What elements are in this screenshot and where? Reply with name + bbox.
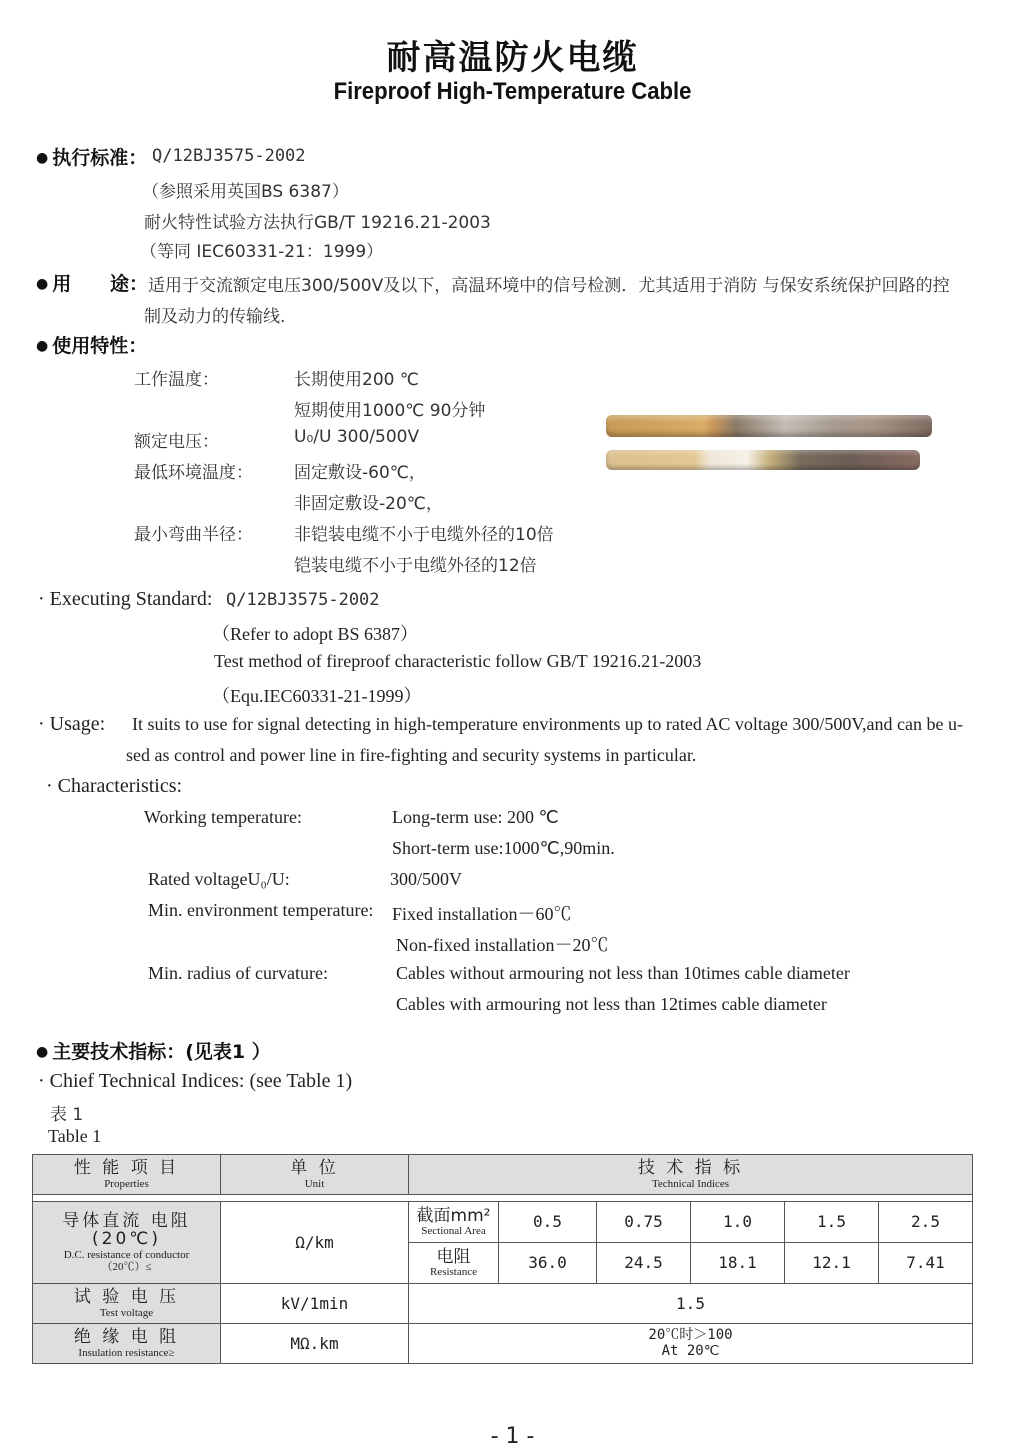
area-label-en: Sectional Area xyxy=(421,1225,486,1238)
en-voltage-value: 300/500V xyxy=(390,869,462,889)
test-voltage-label-cn: 试 验 电 压 xyxy=(73,1287,180,1308)
en-radius-1: Cables without armouring not less than 10times cable diameter xyxy=(396,963,850,983)
table-caption-en: Table 1 xyxy=(48,1126,102,1146)
en-radius-label: Min. radius of curvature: xyxy=(148,963,328,983)
resistance-value: 12.1 xyxy=(785,1243,879,1284)
cn-usage-line-2: 制及动力的传输线. xyxy=(144,307,286,327)
en-indices-heading: · Chief Technical Indices: (see Table 1) xyxy=(38,1070,353,1092)
insulation-label-cn: 绝 缘 电 阻 xyxy=(73,1327,180,1348)
header-unit-cn: 单 位 xyxy=(290,1158,339,1179)
insulation-unit: MΩ.km xyxy=(221,1324,409,1364)
area-label xyxy=(409,1202,499,1243)
spacer-cell xyxy=(33,1195,973,1202)
en-min-env-label: Min. environment temperature: xyxy=(148,900,374,920)
header-properties xyxy=(33,1155,221,1195)
cn-min-env-1: 固定敷设-60℃， xyxy=(294,463,426,483)
dc-unit: Ω/km xyxy=(221,1202,409,1284)
cn-bend-1: 非铠装电缆不小于电缆外径的10倍 xyxy=(294,525,554,545)
cn-standard-equ: （等同 IEC60331-21：1999） xyxy=(140,242,384,262)
page-number: - 1 - xyxy=(490,1424,535,1449)
en-standard-ref: （Refer to adopt BS 6387） xyxy=(212,624,418,644)
page-title-en: Fireproof High-Temperature Cable xyxy=(333,78,692,105)
cn-bend-label: 最小弯曲半径： xyxy=(134,525,253,545)
en-standard-equ: （Equ.IEC60331-21-1999） xyxy=(212,686,422,706)
test-voltage-unit: kV/1min xyxy=(221,1284,409,1324)
en-voltage-label: Rated voltageU₀/U: xyxy=(148,869,290,889)
insulation-label xyxy=(33,1324,221,1364)
en-min-env-1: Fixed installation－60℃ xyxy=(392,904,572,924)
test-voltage-label xyxy=(33,1284,221,1324)
cn-voltage-label: 额定电压： xyxy=(134,432,219,452)
table-caption-cn: 表 1 xyxy=(50,1105,84,1125)
en-usage-line-1: It suits to use for signal detecting in high-temperature environments up to rated AC voltage 300/500V,and can be u- xyxy=(132,714,963,734)
resistance-value: 18.1 xyxy=(691,1243,785,1284)
page-title-cn: 耐高温防火电缆 xyxy=(386,38,639,78)
technical-indices-table xyxy=(32,1154,973,1364)
resistance-label-cn: 电阻 xyxy=(436,1246,471,1267)
test-voltage-row xyxy=(33,1284,973,1324)
en-char-label: · Characteristics: xyxy=(46,775,183,797)
area-value: 0.5 xyxy=(499,1202,597,1243)
cn-voltage-value: U₀/U 300/500V xyxy=(294,427,420,447)
header-unit-en: Unit xyxy=(304,1177,325,1190)
en-standard-test-method: Test method of fireproof characteristic follow GB/T 19216.21-2003 xyxy=(214,651,702,671)
test-voltage-label-en: Test voltage xyxy=(99,1306,154,1319)
table-spacer xyxy=(33,1195,973,1202)
resistance-value: 7.41 xyxy=(879,1243,973,1284)
area-value: 1.0 xyxy=(691,1202,785,1243)
en-min-env-2: Non-fixed installation－20℃ xyxy=(396,935,609,955)
resistance-value: 24.5 xyxy=(597,1243,691,1284)
en-work-temp-1: Long-term use: 200 ℃ xyxy=(392,807,559,827)
dc-label-cn-1: 导体直流 电阻 xyxy=(62,1210,191,1231)
insulation-value-2: At 20℃ xyxy=(661,1342,720,1359)
test-voltage-value: 1.5 xyxy=(409,1284,973,1324)
header-properties-en: Properties xyxy=(104,1177,149,1190)
cable-photo-2 xyxy=(606,450,920,470)
cn-work-temp-2: 短期使用1000℃ 90分钟 xyxy=(294,401,486,421)
en-usage-line-2: sed as control and power line in fire-fighting and security systems in particular. xyxy=(126,745,697,765)
table-header-row xyxy=(33,1155,973,1195)
cn-standard-label: ● 执行标准： xyxy=(36,143,147,170)
dc-area-row xyxy=(33,1202,973,1243)
area-value: 2.5 xyxy=(879,1202,973,1243)
area-label-cn: 截面mm² xyxy=(416,1205,491,1226)
cn-indices-heading: ● 主要技术指标：(见表1 ） xyxy=(36,1037,271,1064)
cn-standard-ref: （参照采用英国BS 6387） xyxy=(142,182,349,202)
cn-char-label: ● 使用特性： xyxy=(36,331,147,358)
resistance-label xyxy=(409,1243,499,1284)
insulation-value-1: 20℃时＞100 xyxy=(648,1327,733,1344)
cn-usage-label-2: 途： xyxy=(110,273,149,295)
insulation-value xyxy=(409,1324,973,1364)
header-unit xyxy=(221,1155,409,1195)
cn-standard-test-method: 耐火特性试验方法执行GB/T 19216.21-2003 xyxy=(144,213,491,233)
cn-usage-line-1: 适用于交流额定电压300/500V及以下，高温环境中的信号检测．尤其适用于消防 与保安系统保护回路的控 xyxy=(148,276,950,296)
en-usage-label: · Usage: xyxy=(38,713,106,735)
cable-photo-1 xyxy=(606,415,932,437)
en-standard-label: · Executing Standard: xyxy=(38,588,213,610)
dc-label-cn-2: (20℃) xyxy=(92,1229,161,1250)
dc-resistance-label xyxy=(33,1202,221,1284)
header-indices xyxy=(409,1155,973,1195)
insulation-row xyxy=(33,1324,973,1364)
insulation-label-en: Insulation resistance≥ xyxy=(78,1346,175,1359)
en-work-temp-label: Working temperature: xyxy=(144,807,302,827)
dc-label-en-2: （20℃）≤ xyxy=(101,1261,152,1274)
cn-min-env-2: 非固定敷设-20℃， xyxy=(294,494,443,514)
area-value: 1.5 xyxy=(785,1202,879,1243)
en-radius-2: Cables with armouring not less than 12times cable diameter xyxy=(396,994,827,1014)
resistance-value: 36.0 xyxy=(499,1243,597,1284)
header-indices-en: Technical Indices xyxy=(651,1177,730,1190)
dc-label-en-1: D.C. resistance of conductor xyxy=(63,1249,190,1262)
resistance-label-en: Resistance xyxy=(429,1266,478,1279)
cn-work-temp-1: 长期使用200 ℃ xyxy=(294,370,419,390)
cn-work-temp-label: 工作温度： xyxy=(134,370,219,390)
cn-standard-code: Q/12BJ3575-2002 xyxy=(152,146,306,166)
area-value: 0.75 xyxy=(597,1202,691,1243)
header-indices-cn: 技 术 指 标 xyxy=(637,1158,744,1179)
cn-bend-2: 铠装电缆不小于电缆外径的12倍 xyxy=(294,556,537,576)
en-standard-code: Q/12BJ3575-2002 xyxy=(226,590,380,610)
cn-min-env-label: 最低环境温度： xyxy=(134,463,253,483)
cn-usage-label-1: ● 用 xyxy=(36,269,71,296)
header-properties-cn: 性 能 项 目 xyxy=(73,1158,180,1179)
en-work-temp-2: Short-term use:1000℃,90min. xyxy=(392,838,615,858)
